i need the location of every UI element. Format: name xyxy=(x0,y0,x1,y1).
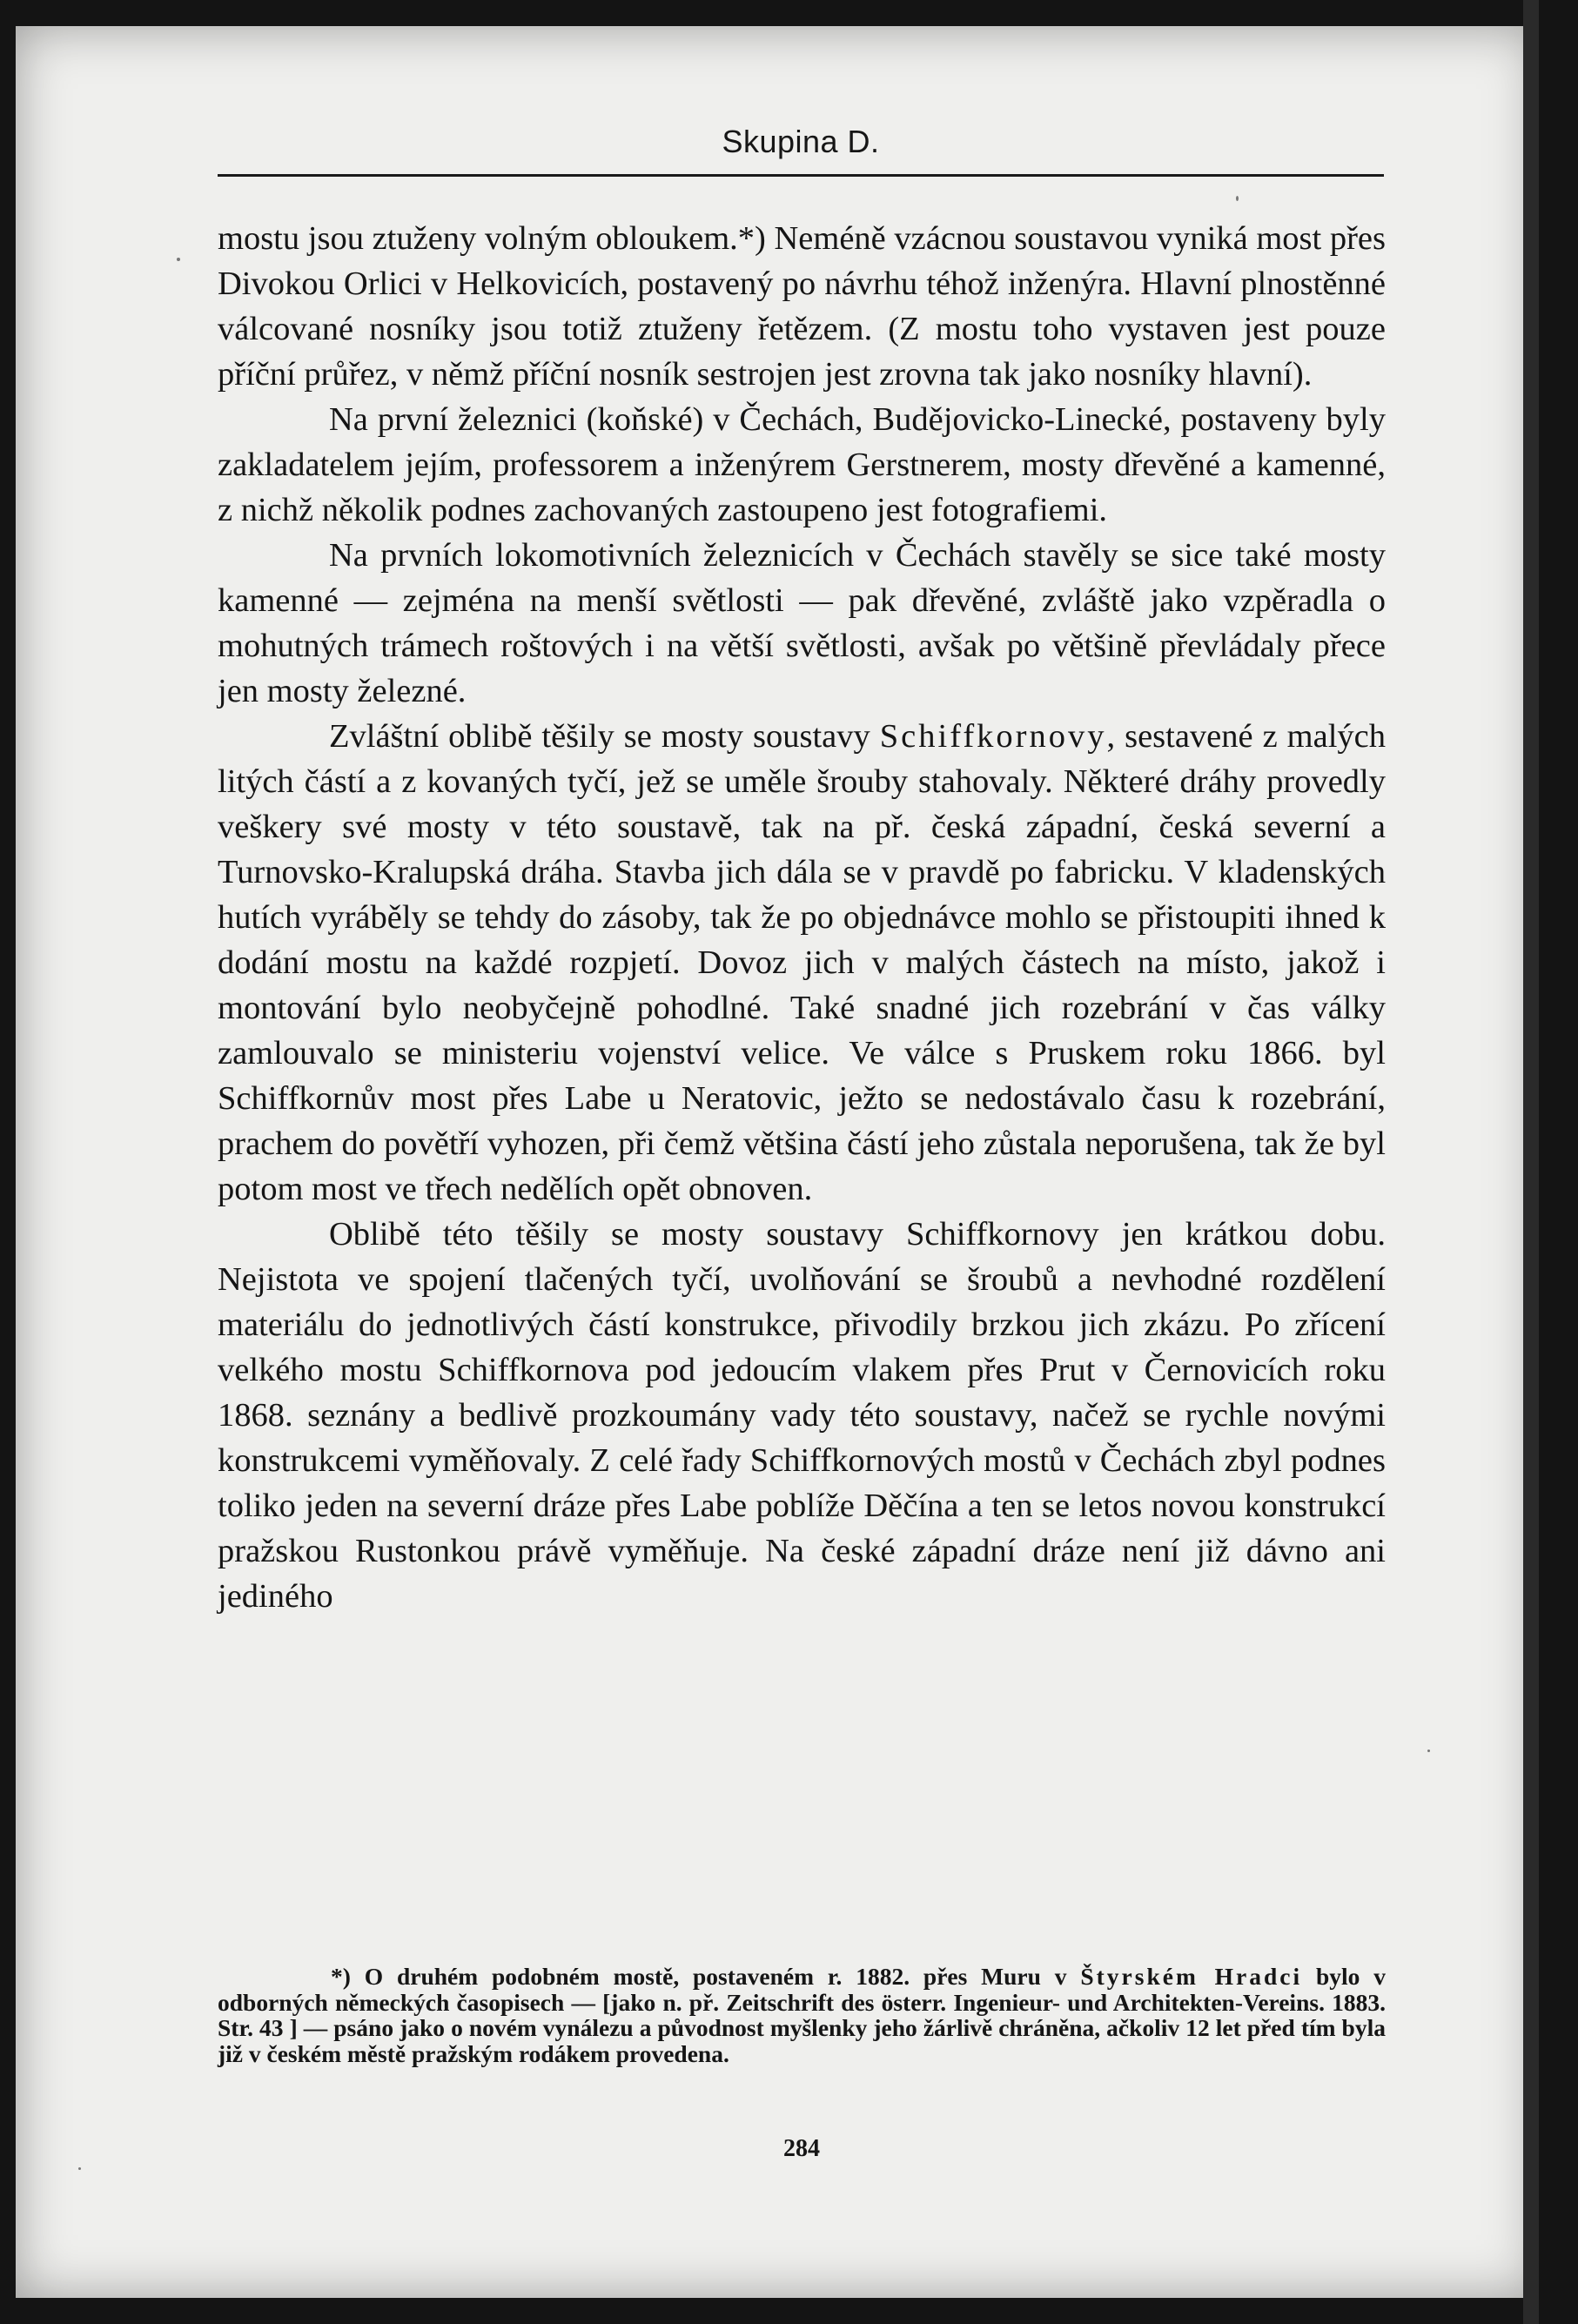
header-rule xyxy=(218,174,1384,177)
footnote-rest: bylo v odborných německých časopisech — [jako n. př. Zeitschrift des österr. Ingenieur- und Architekten-Vereins. 1883. Str. 43 ] — psáno jako o novém vynálezu a původnost myšlenky jeho žárlivě chráněna, ačkoliv 12 let před tím byla již v českém městě pražským rodákem provedena. xyxy=(218,1963,1387,2067)
paragraph-3: Na prvních lokomotivních železnicích v Čechách stavěly se sice také mosty kamenné — zejména na menší světlosti — pak dřevěné, zvláště jako vzpěradla o mohutných trámech roštových i na větší světlosti, avšak po většině převládaly přece jen mosty železné. xyxy=(218,537,1386,709)
paper-speck xyxy=(177,258,180,261)
book-spine xyxy=(1523,0,1539,2324)
paragraph-4 xyxy=(218,714,1386,1212)
paragraph-1: mostu jsou ztuženy volným obloukem.*) Neméně vzácnou soustavou vyniká most přes Divokou Orlici v Helkovicích, postavený po návrhu téhož inženýra. Hlavní plnostěnné válcované nosníky jsou totiž ztuženy řetězem. (Z mostu toho vystaven jest pouze příční průřez, v němž příční nosník sestrojen jest zrovna tak jako nosníky hlavní). xyxy=(218,220,1386,393)
main-text xyxy=(218,216,1386,1619)
footnote-emphasis: Štyrském Hradci xyxy=(1080,1963,1303,1990)
paper-speck xyxy=(1427,1750,1430,1752)
paragraph-4-rest: , sestavené z malých litých částí a z kovaných tyčí, jež se uměle šrouby stahovaly. Některé dráhy provedly veškery své mosty v této soustavě, tak na př. česká západní, česká severní a Turnovsko-Kralupská dráha. Stavba jich dála se v pravdě po fabricku. V kladenských hutích vyráběly se tehdy do zásoby, tak že po objednávce mohlo se přistoupiti ihned k dodání mostu na každé rozpjetí. Dovoz jich v malých částech na místo, jakož i montování bylo neobyčejně pohodlné. Také snadné jich rozebrání v čas války zamlouvalo se ministeriu vojenství velice. Ve válce s Pruskem roku 1866. byl Schiffkornův most přes Labe u Neratovic, ježto se nedostávalo času k rozebrání, prachem do povětří vyhozen, při čemž většina částí jeho zůstala neporušena, tak že byl potom most ve třech nedělích opět obnoven. xyxy=(218,718,1387,1207)
footnote xyxy=(218,1964,1386,2066)
running-header: Skupina D. xyxy=(722,124,880,159)
paper-speck xyxy=(78,2167,81,2170)
paragraph-5: Oblibě této těšily se mosty soustavy Schiffkornovy jen krátkou dobu. Nejistota ve spojení tlačených tyčí, uvolňování se šroubů a nevhodné rozdělení materiálu do jednotlivých částí konstrukce, přivodily brzkou jich zkázu. Po zřícení velkého mostu Schiffkornova pod jedoucím vlakem přes Prut v Černovicích roku 1868. seznány a bedlivě prozkoumány vady této soustavy, načež se rychle novými konstrukcemi vyměňovaly. Z celé řady Schiffkornových mostů v Čechách zbyl podnes toliko jeden na severní dráze přes Labe poblíže Děčína a ten se letos novou konstrukcí pražskou Rustonkou právě vyměňuje. Na české západní dráze není již dávno ani jediného xyxy=(218,1216,1386,1615)
footnote-start: *) O druhém podobném mostě, postaveném r. 1882. přes Muru v xyxy=(331,1963,1081,1990)
paragraph-4-start: Zvláštní oblibě těšily se mosty soustavy xyxy=(329,718,880,755)
paragraph-2: Na první železnici (koňské) v Čechách, Budějovicko-Linecké, postaveny byly zakladatelem jejím, professorem a inženýrem Gerstnerem, mosty dřevěné a kamenné, z nichž několik podnes zachovaných zastoupeno jest fotografiemi. xyxy=(218,401,1386,528)
paper-speck xyxy=(1236,196,1239,201)
footnote-text xyxy=(218,1964,1386,2066)
paragraph-4-emphasis: Schiffkornovy xyxy=(879,718,1107,755)
page-number: 284 xyxy=(783,2135,820,2162)
